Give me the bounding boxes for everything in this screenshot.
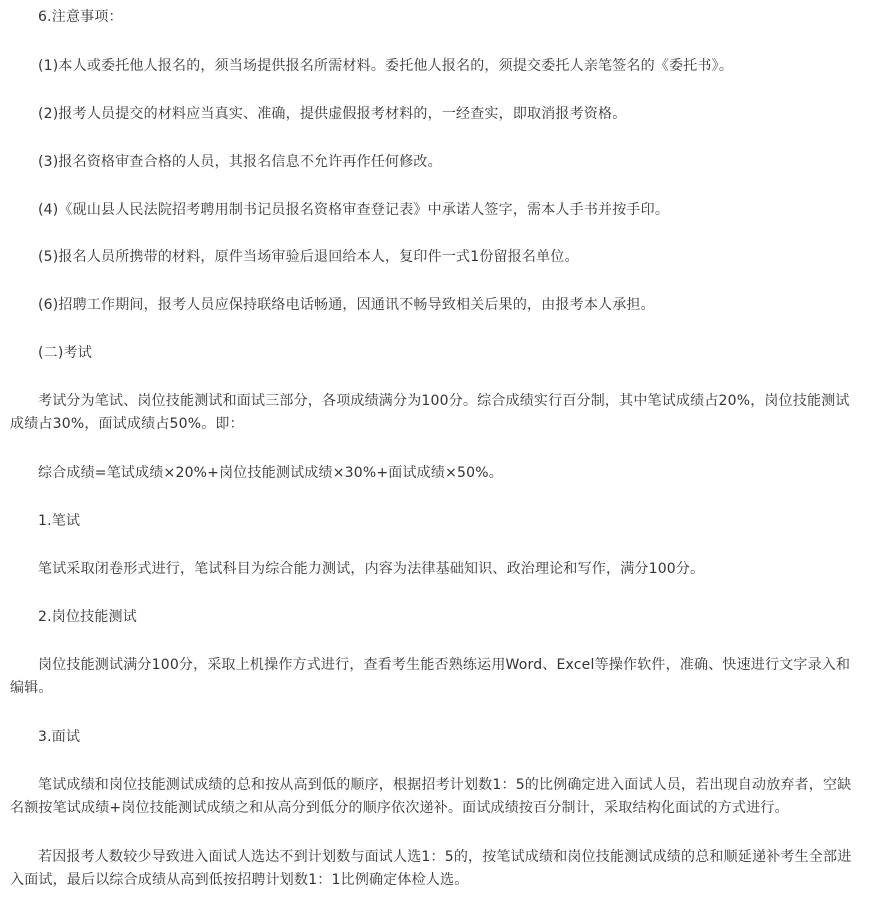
note-item-3: (3)报名资格审查合格的人员，其报名信息不允许再作任何修改。 bbox=[38, 154, 442, 170]
note-item-5: (5)报名人员所携带的材料，原件当场审验后退回给本人，复印件一式1份留报名单位。 bbox=[38, 249, 579, 265]
exam-description-line-2: 成绩占30%，面试成绩占50%。即： bbox=[10, 416, 244, 432]
interview-description-line-2: 名额按笔试成绩+岗位技能测试成绩之和从高分到低分的顺序依次递补。面试成绩按百分制计，采取结构化面试的方式进行。 bbox=[10, 800, 789, 816]
note-item-1: (1)本人或委托他人报名的，须当场提供报名所需材料。委托他人报名的，须提交委托人亲笔签名的《委托书》。 bbox=[38, 58, 734, 74]
note-item-4: (4)《砚山县人民法院招考聘用制书记员报名资格审查登记表》中承诺人签字，需本人手书并按手印。 bbox=[38, 202, 670, 218]
written-test-description: 笔试采取闭卷形式进行，笔试科目为综合能力测试，内容为法律基础知识、政治理论和写作，满分100分。 bbox=[38, 561, 705, 577]
section-heading-notes: 6.注意事项： bbox=[38, 9, 123, 25]
subheading-skill-test: 2.岗位技能测试 bbox=[38, 609, 137, 625]
interview-supplement-line-2: 入面试，最后以综合成绩从高到低按招聘计划数1：1比例确定体检人选。 bbox=[10, 872, 469, 888]
subheading-interview: 3.面试 bbox=[38, 729, 81, 745]
skill-test-description-line-1: 岗位技能测试满分100分，采取上机操作方式进行，查看考生能否熟练运用Word、Excel等操作软件，准确、快速进行文字录入和 bbox=[38, 657, 851, 673]
note-item-6: (6)招聘工作期间，报考人员应保持联络电话畅通，因通讯不畅导致相关后果的，由报考本人承担。 bbox=[38, 297, 655, 313]
interview-description-line-1: 笔试成绩和岗位技能测试成绩的总和按从高到低的顺序，根据招考计划数1：5的比例确定进入面试人员，若出现自动放弃者，空缺 bbox=[38, 777, 852, 793]
subheading-written-test: 1.笔试 bbox=[38, 513, 81, 529]
score-formula: 综合成绩=笔试成绩×20%+岗位技能测试成绩×30%+面试成绩×50%。 bbox=[38, 465, 503, 481]
exam-description-line-1: 考试分为笔试、岗位技能测试和面试三部分，各项成绩满分为100分。综合成绩实行百分制，其中笔试成绩占20%，岗位技能测试 bbox=[38, 393, 850, 409]
interview-supplement-line-1: 若因报考人数较少导致进入面试人选达不到计划数与面试人选1：5的，按笔试成绩和岗位技能测试成绩的总和顺延递补考生全部进 bbox=[38, 849, 852, 865]
section-heading-exam: (二)考试 bbox=[38, 345, 92, 361]
skill-test-description-line-2: 编辑。 bbox=[10, 680, 53, 696]
note-item-2: (2)报考人员提交的材料应当真实、准确，提供虚假报考材料的，一经查实，即取消报考资格。 bbox=[38, 106, 627, 122]
